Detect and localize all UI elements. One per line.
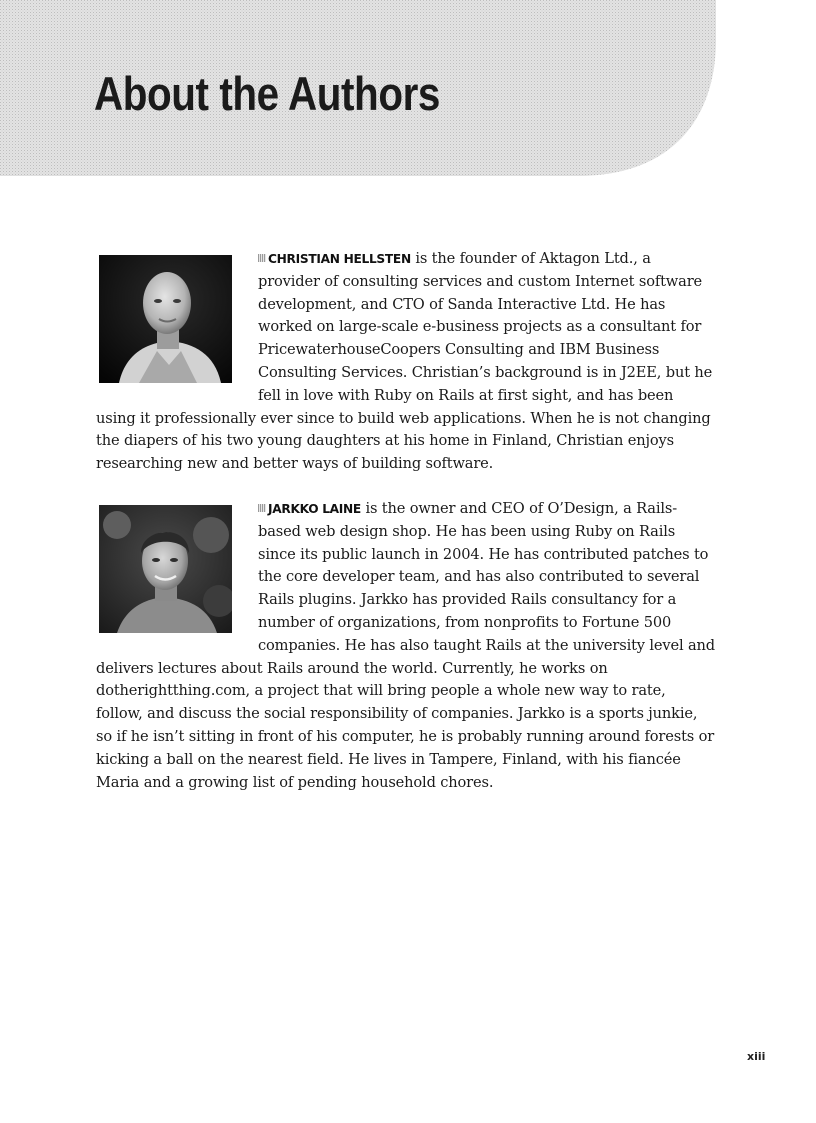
author-bio-jarkko-laine (96, 498, 716, 794)
author-bio-text: is the owner and CEO of O’Design, a Rails-based web design shop. He has been using Ruby on Rails since its public launch in 2004. He has contributed patches to the core developer team, and has also contributed to several Rails plugins. Jarkko has provided Rails consultancy for a number of organizations, from nonprofits to Fortune 500 companies. He has also taught Rails at the university level and delivers lectures about Rails around the world. Currently, he works on dotherightthing.com, a project that will bring people a whole new way to rate, follow, and discuss the social responsibility of companies. Jarkko is a sports junkie, so if he isn’t sitting in front of his computer, he is probably running around forests or kicking a ball on the nearest field. He lives in Tampere, Finland, with his fiancée Maria and a growing list of pending household chores. (96, 500, 715, 791)
author-bio-text: is the founder of Aktagon Ltd., a provider of consulting services and custom Internet software development, and CTO of Sanda Interactive Ltd. He has worked on large-scale e-business projects as a consultant for PricewaterhouseCoopers Consulting and IBM Business Consulting Services. Christian’s background is in J2EE, but he fell in love with Ruby on Rails at first sight, and has been using it professionally ever since to build web applications. When he is not changing the diapers of his two young daughters at his home in Finland, Christian enjoys researching new and better ways of building software. (96, 250, 713, 473)
author-photo-christian-hellsten (99, 255, 232, 383)
author-name: CHRISTIAN HELLSTEN (268, 252, 411, 266)
author-photo-jarkko-laine (99, 505, 232, 633)
chapter-title: About the Authors (94, 67, 440, 120)
bio-marker-icon (258, 254, 266, 262)
page-number: xiii (747, 1050, 766, 1063)
bio-marker-icon (258, 504, 266, 512)
author-name: JARKKO LAINE (268, 502, 361, 516)
author-bio-christian-hellsten (96, 248, 716, 476)
